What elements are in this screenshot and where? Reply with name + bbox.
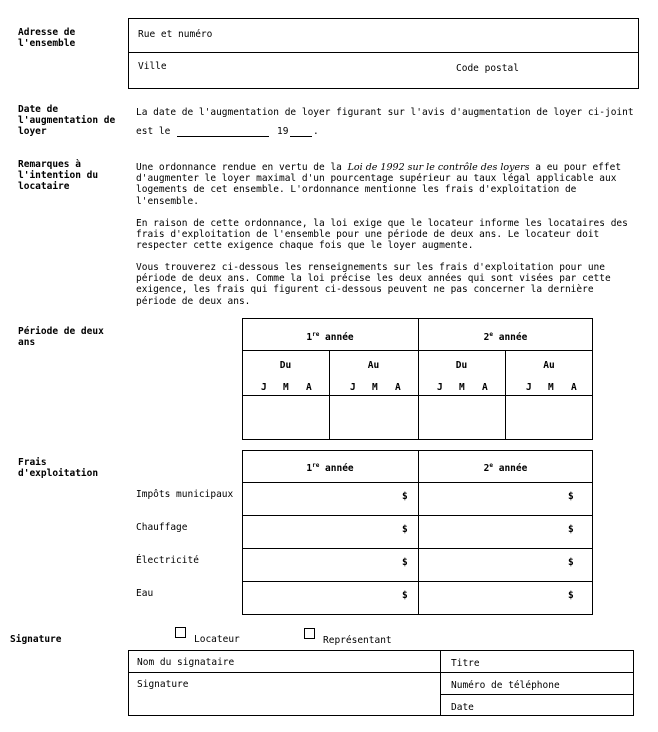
date-period: . bbox=[313, 126, 319, 137]
street-field[interactable] bbox=[130, 40, 635, 50]
remarks-paragraph-3: Vous trouverez ci-dessous les renseignements sur les frais d'exploitation pour une période de deux ans. Comme la loi précise les deux années qui sont visées par cette exigence, les frais qui figurent ci-dessous peuvent ne pas concerner la dernière période de deux ans. bbox=[136, 262, 611, 307]
currency-sign: $ bbox=[568, 557, 574, 568]
remarks-paragraph-1 bbox=[136, 162, 636, 207]
cost-electricity-year1-field[interactable] bbox=[244, 550, 399, 580]
date-label: Date bbox=[451, 702, 474, 713]
cost-row-label: Électricité bbox=[136, 555, 199, 566]
date-sentence: La date de l'augmentation de loyer figurant sur l'avis d'augmentation de loyer ci-joint bbox=[136, 107, 634, 118]
city-label: Ville bbox=[138, 61, 167, 72]
cost-taxes-year2-field[interactable] bbox=[420, 484, 565, 514]
period-y2-from-a: A bbox=[482, 382, 488, 393]
period-y1-from-field[interactable] bbox=[244, 397, 328, 438]
postal-code-label: Code postal bbox=[456, 63, 519, 74]
address-divider bbox=[128, 52, 639, 53]
period-header-divider bbox=[242, 350, 593, 351]
period-y2-from-j: J bbox=[437, 382, 443, 393]
period-y1-to-j: J bbox=[350, 382, 356, 393]
remarks-section-label: Remarques à l'intention du locataire bbox=[18, 159, 99, 192]
period-y1-from-m: M bbox=[283, 382, 289, 393]
signatory-name-label: Nom du signataire bbox=[137, 657, 235, 668]
cost-heating-year2-field[interactable] bbox=[420, 517, 565, 547]
period-year2-header: 2e année bbox=[483, 331, 528, 344]
signature-field[interactable] bbox=[130, 690, 436, 714]
cost-electricity-year2-field[interactable] bbox=[420, 550, 565, 580]
city-field[interactable] bbox=[175, 58, 445, 84]
remarks-paragraph-2: En raison de cette ordonnance, la loi exige que le locateur informe les locataires des frais d'exploitation de l'ensemble pour une période de deux ans. Le locateur doit respecter cette exigence chaque fois que le loyer augmente. bbox=[136, 218, 628, 252]
postal-code-field[interactable] bbox=[530, 58, 635, 84]
period-y2-from-field[interactable] bbox=[420, 397, 504, 438]
costs-col-divider bbox=[418, 450, 419, 615]
title-field[interactable] bbox=[480, 653, 630, 670]
landlord-checkbox[interactable] bbox=[175, 627, 186, 638]
signature-phone-divider bbox=[440, 694, 634, 695]
period-y2-to: Au bbox=[543, 360, 555, 371]
signatory-name-field[interactable] bbox=[240, 653, 436, 670]
remarks-p1-text-end: a eu pour effet d'augmenter le loyer maximal d'un pourcentage supérieur au taux légal applicable aux logements de cet ensemble. L'ordonnance mentionne les frais d'exploitation de l'ensemble. bbox=[136, 162, 622, 207]
period-y1-from-j: J bbox=[261, 382, 267, 393]
date-field[interactable] bbox=[480, 697, 630, 714]
period-y1-to: Au bbox=[367, 360, 380, 371]
period-year1-header: 1re année bbox=[306, 331, 354, 344]
period-y2-to-m: M bbox=[548, 382, 554, 393]
cost-water-year2-field[interactable] bbox=[420, 583, 565, 613]
costs-row-divider-3 bbox=[242, 581, 593, 582]
cost-row-label: Eau bbox=[136, 588, 154, 599]
costs-row-divider-2 bbox=[242, 548, 593, 549]
signature-label: Signature bbox=[137, 679, 189, 690]
cost-taxes-year1-field[interactable] bbox=[244, 484, 399, 514]
street-label: Rue et numéro bbox=[138, 29, 213, 40]
currency-sign: $ bbox=[568, 491, 574, 502]
period-y1-to-m: M bbox=[372, 382, 378, 393]
costs-year1-header: 1re année bbox=[306, 462, 354, 475]
period-y2-to-j: J bbox=[526, 382, 532, 393]
title-label: Titre bbox=[451, 658, 480, 669]
address-section-label: Adresse de l'ensemble bbox=[18, 27, 76, 49]
currency-sign: $ bbox=[402, 557, 408, 568]
period-y2-from: Du bbox=[455, 360, 468, 371]
period-y1-to-a: A bbox=[395, 382, 401, 393]
landlord-option-label: Locateur bbox=[194, 634, 240, 645]
date-section-label: Date de l'augmentation de loyer bbox=[18, 104, 116, 137]
period-y2-to-a: A bbox=[571, 382, 577, 393]
period-y2-from-m: M bbox=[459, 382, 465, 393]
costs-row-divider-1 bbox=[242, 515, 593, 516]
date-year-field[interactable] bbox=[290, 136, 312, 137]
remarks-p1-text: Une ordonnance rendue en vertu de la bbox=[136, 162, 348, 173]
cost-water-year1-field[interactable] bbox=[244, 583, 399, 613]
representative-checkbox[interactable] bbox=[304, 628, 315, 639]
signature-name-divider bbox=[128, 672, 440, 673]
currency-sign: $ bbox=[402, 491, 408, 502]
act-title: Loi de 1992 sur le contrôle des loyers bbox=[347, 162, 530, 173]
cost-heating-year1-field[interactable] bbox=[244, 517, 399, 547]
date-prefix: est le bbox=[136, 126, 171, 137]
representative-option-label: Représentant bbox=[323, 635, 392, 646]
period-y1-from-a: A bbox=[306, 382, 312, 393]
costs-header-divider bbox=[242, 482, 593, 483]
signature-col-divider bbox=[440, 650, 441, 716]
period-subheader-divider bbox=[242, 395, 593, 396]
phone-label: Numéro de téléphone bbox=[451, 680, 560, 691]
cost-row-label: Impôts municipaux bbox=[136, 489, 234, 500]
period-y2-to-field[interactable] bbox=[507, 397, 592, 438]
phone-field[interactable] bbox=[560, 675, 632, 692]
period-y1-to-field[interactable] bbox=[331, 397, 417, 438]
costs-section-label: Frais d'exploitation bbox=[18, 457, 99, 479]
currency-sign: $ bbox=[568, 524, 574, 535]
currency-sign: $ bbox=[402, 590, 408, 601]
costs-year2-header: 2e année bbox=[483, 462, 528, 475]
date-year-prefix: 19 bbox=[277, 126, 289, 137]
period-y1-from: Du bbox=[279, 360, 292, 371]
currency-sign: $ bbox=[568, 590, 574, 601]
currency-sign: $ bbox=[402, 524, 408, 535]
period-section-label: Période de deux ans bbox=[18, 326, 104, 348]
cost-row-label: Chauffage bbox=[136, 522, 188, 533]
signature-section-label: Signature bbox=[10, 634, 62, 645]
date-day-month-field[interactable] bbox=[177, 136, 269, 137]
signature-title-divider bbox=[440, 672, 634, 673]
